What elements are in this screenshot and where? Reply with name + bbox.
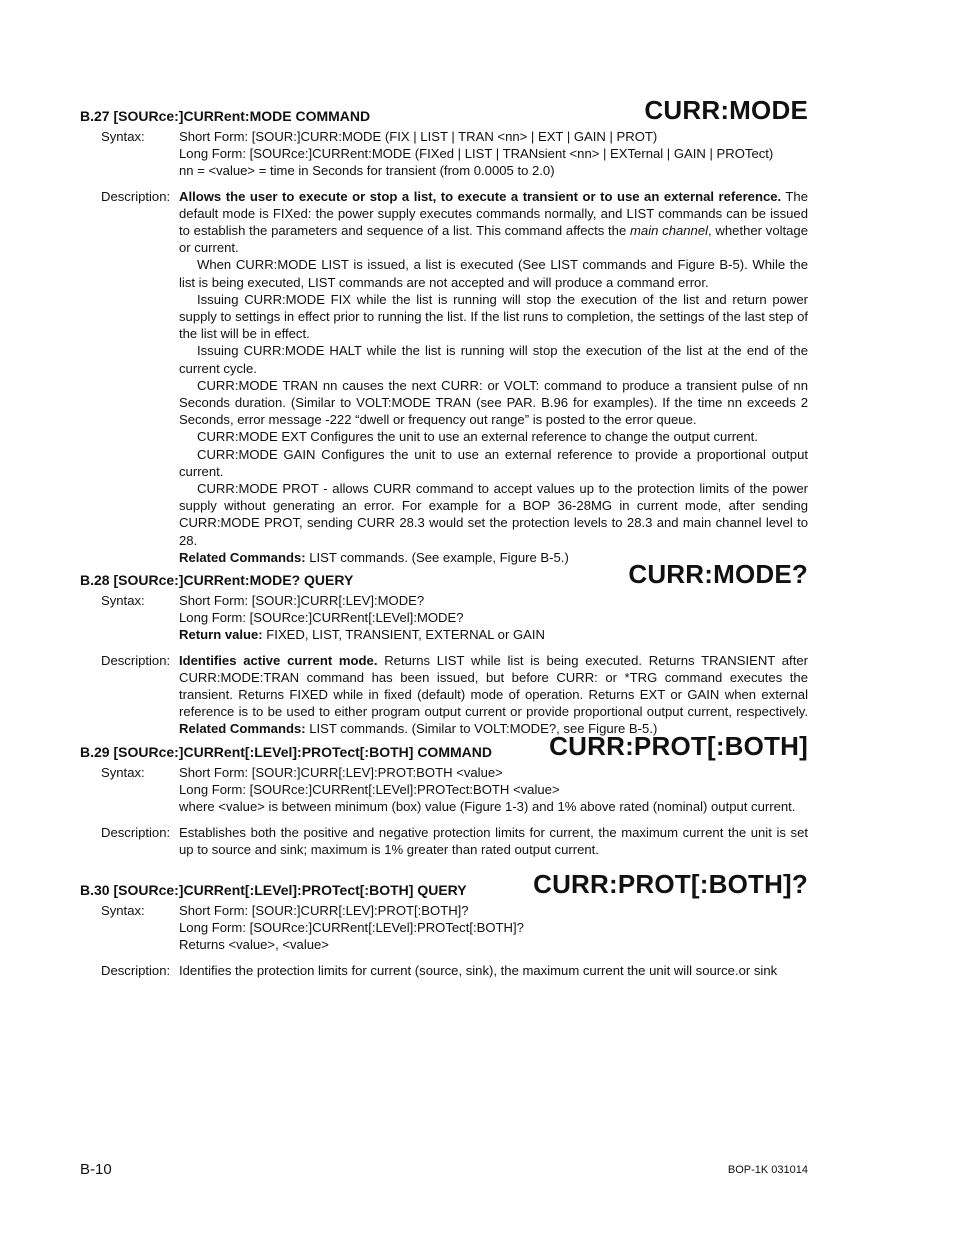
description-label: Description: — [101, 824, 171, 840]
section-b28 — [80, 559, 808, 738]
section-b29 — [80, 731, 808, 858]
syntax-long-form: Long Form: [SOURce:]CURRent[:LEVel]:PROTect[:BOTH]? — [179, 920, 524, 936]
syntax-label: Syntax: — [101, 129, 145, 144]
description-paragraph: Identifies the protection limits for current (source, sink), the maximum current the unit will source.or sink — [179, 962, 778, 978]
syntax-block — [80, 764, 808, 816]
description-paragraph: CURR:MODE EXT Configures the unit to use an external reference to change the output current. — [197, 429, 758, 445]
description-block — [80, 962, 808, 979]
syntax-short-form: Short Form: [SOUR:]CURR:MODE (FIX | LIST | TRAN <nn> | EXT | GAIN | PROT) — [179, 129, 658, 144]
section-header — [80, 869, 808, 900]
description-paragraph: Identifies active current mode. Returns LIST while list is being executed. Returns TRANSIENT after CURR:MODE:TRAN command has been issued, but before CURR: or *TRG command executes the transient. Returns FIXED while in fixed (default) mode of operation. Returns EXT or GAIN when external reference is to be used to either program output current or provide proportional output current, respectively. Related Commands: LIST commands. (Similar to VOLT:MODE?, see Figure B-5.) — [179, 652, 808, 737]
syntax-block — [80, 902, 808, 954]
description-paragraph: Allows the user to execute or stop a list, to execute a transient or to use an external reference. The default mode is FIXed: the power supply executes commands normally, and LIST commands can be issued to establish the parameters and sequence of a list. This command affects the main channel, whether voltage or current. — [179, 188, 808, 256]
related-commands: Related Commands: LIST commands. (See example, Figure B-5.) — [179, 549, 569, 565]
section-number: B.28 [SOURce:]CURRent:MODE? QUERY — [80, 572, 354, 588]
section-header — [80, 731, 808, 762]
description-lead: Allows the user to execute or stop a list, to execute a transient or to use an external reference. — [179, 188, 782, 204]
syntax-label: Syntax: — [101, 903, 145, 918]
description-paragraph: CURR:MODE PROT - allows CURR command to accept values up to the protection limits of the power supply without generating an error. For example for a BOP 36-28MG in current mode, after sending CURR:MODE PROT, sending CURR 28.3 would set the protection levels to 28.3 and main channel level to 28. — [179, 481, 808, 548]
syntax-note: nn = <value> = time in Seconds for transient (from 0.0005 to 2.0) — [179, 163, 555, 179]
command-title: CURR:PROT[:BOTH]? — [533, 869, 808, 899]
description-paragraph: Issuing CURR:MODE HALT while the list is running will stop the execution of the list at the end of the current cycle. — [179, 343, 808, 376]
syntax-label: Syntax: — [101, 593, 145, 608]
description-paragraph: When CURR:MODE LIST is issued, a list is executed (See LIST commands and Figure B-5). While the list is being executed, LIST commands are not accepted and will produce a command error. — [179, 257, 808, 290]
section-number: B.30 [SOURce:]CURRent[:LEVel]:PROTect[:BOTH] QUERY — [80, 882, 467, 898]
description-block — [80, 188, 808, 566]
section-header — [80, 559, 808, 590]
syntax-long-form: Long Form: [SOURce:]CURRent:MODE (FIXed | LIST | TRANsient <nn> | EXTernal | GAIN | PROTect) — [179, 146, 774, 162]
syntax-long-form: Long Form: [SOURce:]CURRent[:LEVel]:MODE? — [179, 610, 464, 626]
description-paragraph: CURR:MODE GAIN Configures the unit to use an external reference to provide a proportional output current. — [179, 446, 808, 479]
description-label: Description: — [101, 188, 171, 204]
document-id: BOP-1K 031014 — [727, 1164, 808, 1176]
description-block — [80, 652, 808, 738]
description-label: Description: — [101, 962, 171, 978]
description-paragraph: Establishes both the positive and negative protection limits for current, the maximum current the unit is set up to source and sink; maximum is 1% greater than rated output current. — [179, 824, 808, 857]
syntax-returns: Returns <value>, <value> — [179, 937, 329, 953]
syntax-short-form: Short Form: [SOUR:]CURR[:LEV]:PROT[:BOTH]? — [179, 903, 469, 918]
syntax-short-form: Short Form: [SOUR:]CURR[:LEV]:PROT:BOTH <value> — [179, 765, 503, 780]
section-header — [80, 95, 808, 126]
section-b30 — [80, 869, 808, 979]
description-block — [80, 824, 808, 858]
description-paragraph: CURR:MODE TRAN nn causes the next CURR: or VOLT: command to produce a transient pulse of nn Seconds duration. (Similar to VOLT:MODE TRAN (see PAR. B.96 for examples). If the time nn exceeds 2 Seconds, error message -222 “dwell or frequency out range” is posted to the error queue. — [179, 377, 808, 428]
syntax-note: where <value> is between minimum (box) value (Figure 1-3) and 1% above rated (nominal) output current. — [179, 799, 796, 815]
page-number: B-10 — [80, 1161, 112, 1178]
section-number: B.29 [SOURce:]CURRent[:LEVel]:PROTect[:BOTH] COMMAND — [80, 744, 492, 760]
description-lead: Identifies active current mode. — [179, 652, 378, 668]
section-number: B.27 [SOURce:]CURRent:MODE COMMAND — [80, 108, 371, 124]
command-title: CURR:PROT[:BOTH] — [549, 731, 808, 761]
section-b27 — [80, 95, 808, 566]
syntax-short-form: Short Form: [SOUR:]CURR[:LEV]:MODE? — [179, 593, 425, 608]
description-label: Description: — [101, 652, 171, 668]
description-paragraph: Issuing CURR:MODE FIX while the list is running will stop the execution of the list and return power supply to settings in effect prior to running the list. If the list runs to completion, the settings of the last step of the list will be in effect. — [179, 291, 808, 342]
command-title: CURR:MODE — [644, 95, 808, 125]
command-title: CURR:MODE? — [628, 559, 808, 589]
syntax-label: Syntax: — [101, 765, 145, 780]
syntax-long-form: Long Form: [SOURce:]CURRent[:LEVel]:PROTect:BOTH <value> — [179, 782, 560, 798]
return-value: Return value: FIXED, LIST, TRANSIENT, EXTERNAL or GAIN — [179, 627, 545, 643]
syntax-block — [80, 128, 808, 180]
syntax-block — [80, 592, 808, 644]
